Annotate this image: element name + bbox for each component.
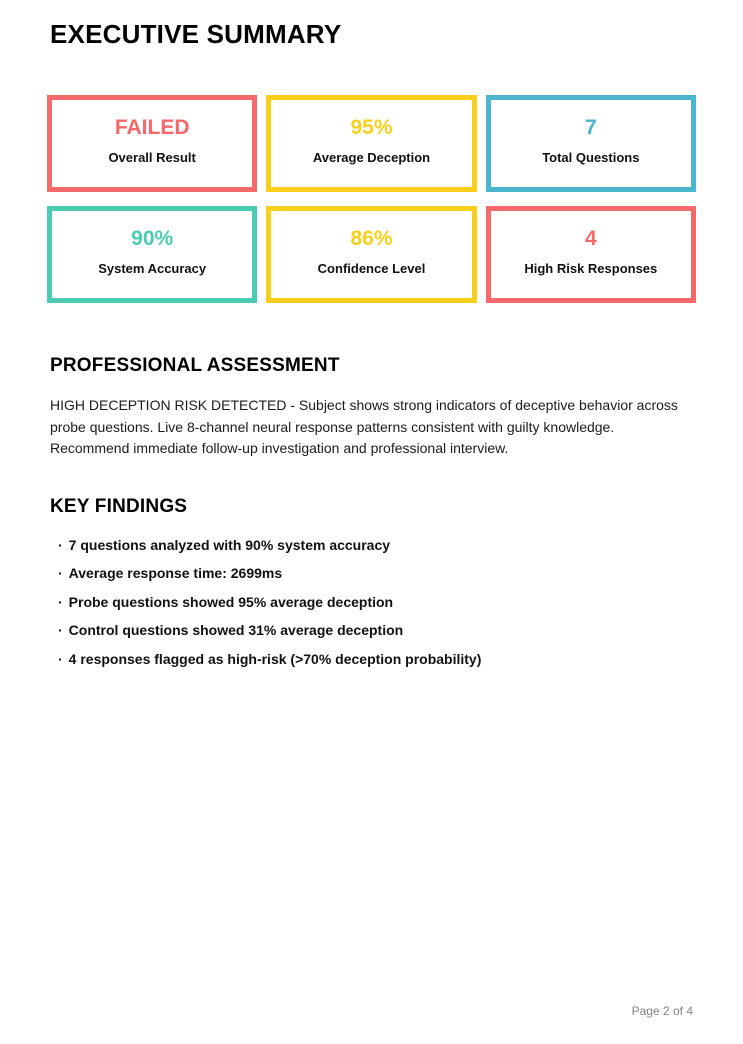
stat-label-overall-result: Overall Result <box>108 150 196 165</box>
key-findings-heading: KEY FINDINGS <box>50 495 188 517</box>
stat-label-system-accuracy: System Accuracy <box>98 261 207 276</box>
stat-value-total-questions: 7 <box>584 116 597 139</box>
stat-card-high-risk-responses <box>486 206 696 303</box>
stat-card-system-accuracy <box>47 206 257 303</box>
stat-value-high-risk-responses: 4 <box>584 227 597 250</box>
key-finding-item: · Control questions showed 31% average deception <box>58 623 693 637</box>
stat-card-average-deception <box>266 95 476 192</box>
stat-card-confidence-level <box>266 206 476 303</box>
stat-label-average-deception: Average Deception <box>312 150 431 165</box>
key-finding-item: · Probe questions showed 95% average deception <box>58 595 693 609</box>
stat-value-system-accuracy: 90% <box>131 227 174 250</box>
key-finding-item: · Average response time: 2699ms <box>58 566 693 580</box>
stat-card-total-questions <box>486 95 696 192</box>
stat-label-confidence-level: Confidence Level <box>317 261 426 276</box>
professional-assessment-heading: PROFESSIONAL ASSESSMENT <box>50 355 340 376</box>
stat-value-confidence-level: 86% <box>350 227 393 250</box>
stat-label-total-questions: Total Questions <box>542 150 640 165</box>
key-finding-item: · 7 questions analyzed with 90% system accuracy <box>58 538 693 552</box>
key-findings-list <box>58 538 693 666</box>
professional-assessment-body: HIGH DECEPTION RISK DETECTED - Subject shows strong indicators of deceptive behavior across probe questions. Live 8-channel neural response patterns consistent with guilty knowledge. Recommend immediate follow-up investigation and professional interview. <box>50 397 678 456</box>
key-finding-item: · 4 responses flagged as high-risk (>70% deception probability) <box>58 652 693 666</box>
stat-label-high-risk-responses: High Risk Responses <box>524 261 658 276</box>
stats-grid <box>47 95 696 303</box>
page-title: EXECUTIVE SUMMARY <box>50 19 342 49</box>
page-number: Page 2 of 4 <box>631 1004 693 1018</box>
stat-value-overall-result: FAILED <box>114 116 190 139</box>
stat-card-overall-result <box>47 95 257 192</box>
stat-value-average-deception: 95% <box>350 116 393 139</box>
